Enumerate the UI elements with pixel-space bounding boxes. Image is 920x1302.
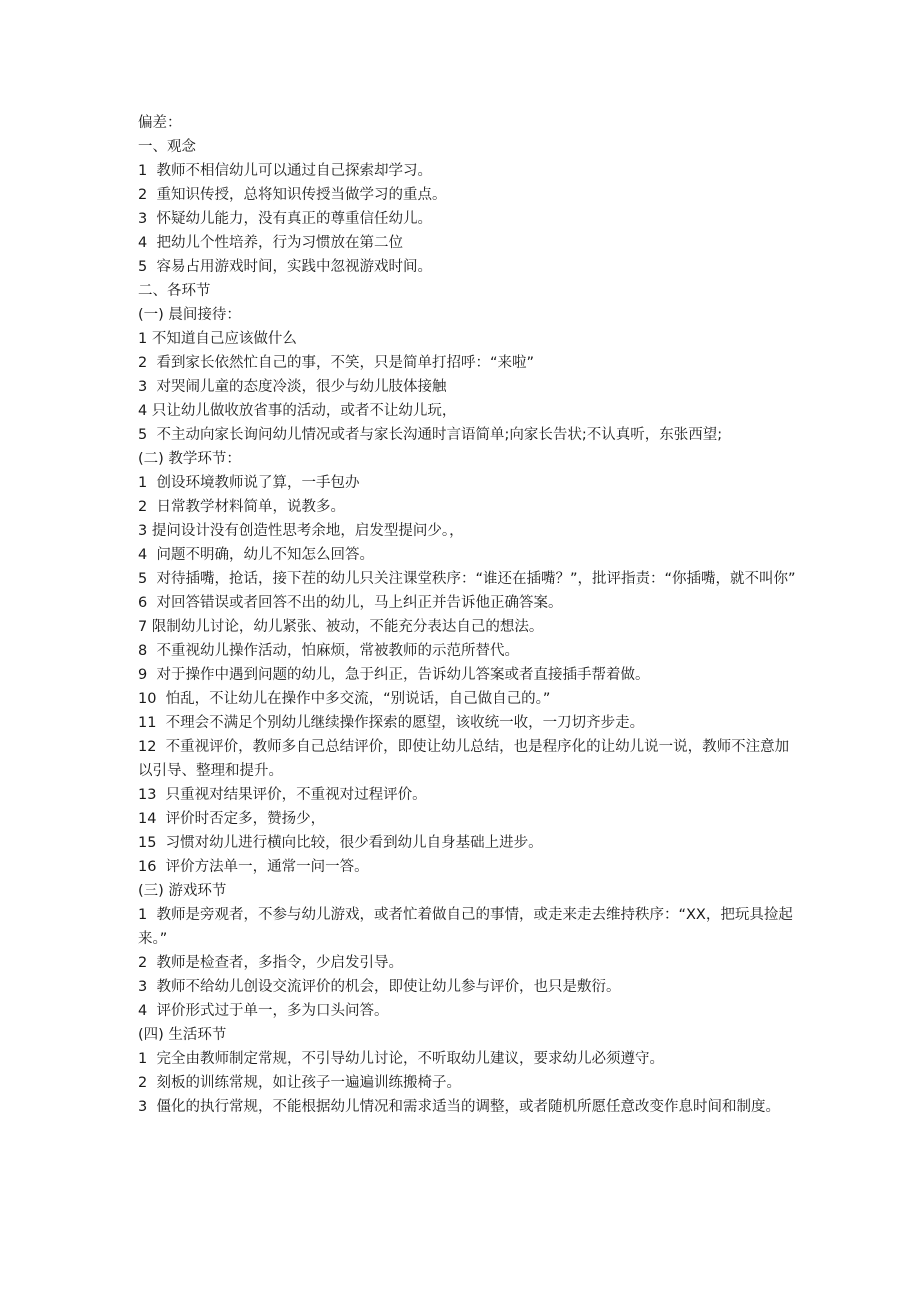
subsection-heading-teaching: (二) 教学环节： (138, 451, 241, 467)
list-item: 8 不重视幼儿操作活动，怕麻烦，常被教师的示范所替代。 (138, 643, 519, 659)
list-item: 3 提问设计没有创造性思考余地，启发型提问少。， (138, 523, 464, 539)
list-item: 2 刻板的训练常规，如让孩子一遍遍训练搬椅子。 (138, 1075, 461, 1091)
list-item: 5 对待插嘴，抢话，接下茬的幼儿只关注课堂秩序：“谁还在插嘴？”，批评指责：“你插嘴，就不叫你” (138, 571, 796, 587)
list-item: 9 对于操作中遇到问题的幼儿，急于纠正，告诉幼儿答案或者直接插手帮着做。 (138, 667, 650, 683)
list-item: 1 教师是旁观者，不参与幼儿游戏，或者忙着做自己的事情，或走来走去维持秩序：“XX，把玩具捡起来。” (138, 907, 793, 947)
list-item: 5 不主动向家长询问幼儿情况或者与家长沟通时言语简单;向家长告状;不认真听，东张西望; (138, 427, 723, 443)
list-item: 2 重知识传授，总将知识传授当做学习的重点。 (138, 187, 447, 203)
subsection-heading-life: (四) 生活环节 (138, 1027, 227, 1043)
subsection-heading-morning: (一) 晨间接待： (138, 307, 241, 323)
document-body (138, 111, 800, 1119)
list-item: 15 习惯对幼儿进行横向比较，很少看到幼儿自身基础上进步。 (138, 835, 543, 851)
list-item: 4 问题不明确，幼儿不知怎么回答。 (138, 547, 374, 563)
list-item: 7 限制幼儿讨论，幼儿紧张、被动，不能充分表达自己的想法。 (138, 619, 544, 635)
list-item: 3 教师不给幼儿创设交流评价的机会，即使让幼儿参与评价，也只是敷衍。 (138, 979, 621, 995)
list-item: 3 僵化的执行常规，不能根据幼儿情况和需求适当的调整，或者随机所愿任意改变作息时间和制度。 (138, 1099, 780, 1115)
list-item: 3 怀疑幼儿能力，没有真正的尊重信任幼儿。 (138, 211, 432, 227)
list-item: 10 怕乱，不让幼儿在操作中多交流，“别说话，自己做自己的。” (138, 691, 551, 707)
list-item: 1 不知道自己应该做什么 (138, 331, 297, 347)
list-item: 12 不重视评价，教师多自己总结评价，即使让幼儿总结，也是程序化的让幼儿说一说，教师不注意加以引导、整理和提升。 (138, 739, 790, 779)
list-item: 11 不理会不满足个别幼儿继续操作探索的愿望，该收统一收，一刀切齐步走。 (138, 715, 645, 731)
list-item: 4 评价形式过于单一，多为口头问答。 (138, 1003, 389, 1019)
list-item: 2 看到家长依然忙自己的事，不笑，只是简单打招呼：“来啦” (138, 355, 534, 371)
list-item: 5 容易占用游戏时间，实践中忽视游戏时间。 (138, 259, 432, 275)
list-item: 4 只让幼儿做收放省事的活动，或者不让幼儿玩， (138, 403, 457, 419)
list-item: 1 教师不相信幼儿可以通过自己探索却学习。 (138, 163, 432, 179)
list-item: 1 创设环境教师说了算，一手包办 (138, 475, 360, 491)
section-heading-links: 二、各环节 (138, 283, 211, 299)
subsection-heading-game: (三) 游戏环节 (138, 883, 227, 899)
list-item: 1 完全由教师制定常规，不引导幼儿讨论，不听取幼儿建议，要求幼儿必须遵守。 (138, 1051, 664, 1067)
list-item: 6 对回答错误或者回答不出的幼儿，马上纠正并告诉他正确答案。 (138, 595, 563, 611)
list-item: 14 评价时否定多，赞扬少， (138, 811, 326, 827)
section-heading-concept: 一、观念 (138, 139, 196, 155)
list-item: 3 对哭闹儿童的态度冷淡，很少与幼儿肢体接触 (138, 379, 447, 395)
list-item: 4 把幼儿个性培养，行为习惯放在第二位 (138, 235, 403, 251)
list-item: 2 日常教学材料简单，说教多。 (138, 499, 345, 515)
list-item: 16 评价方法单一，通常一问一答。 (138, 859, 369, 875)
doc-heading-deviation: 偏差： (138, 115, 182, 131)
list-item: 13 只重视对结果评价，不重视对过程评价。 (138, 787, 427, 803)
list-item: 2 教师是检查者，多指令，少启发引导。 (138, 955, 403, 971)
